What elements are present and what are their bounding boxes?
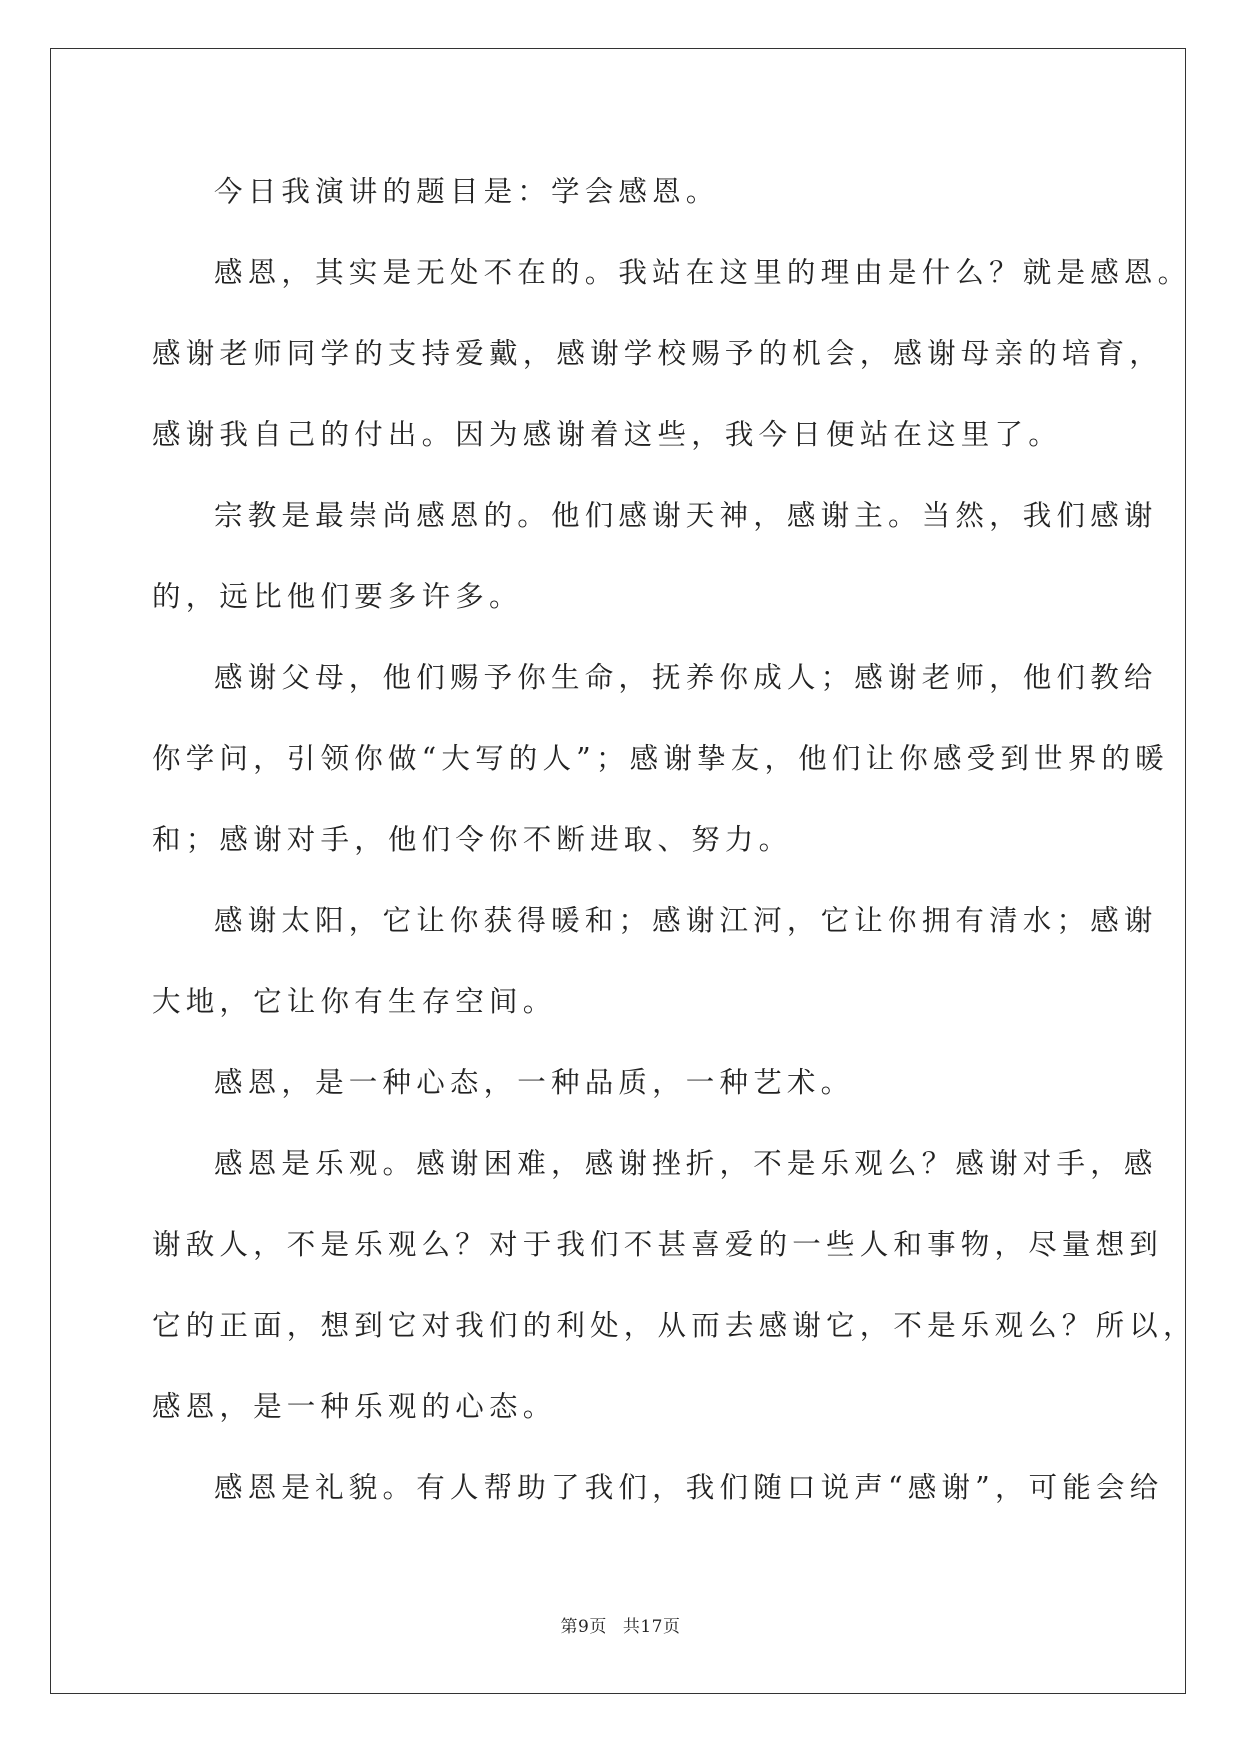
paragraph-line: 谢敌人，不是乐观么？对于我们不甚喜爱的一些人和事物，尽量想到	[152, 1228, 1164, 1261]
paragraph-line: 感谢太阳，它让你获得暖和；感谢江河，它让你拥有清水；感谢	[214, 904, 1158, 937]
paragraph-line: 它的正面，想到它对我们的利处，从而去感谢它，不是乐观么？所以，	[152, 1309, 1197, 1342]
page-frame	[50, 48, 1186, 1694]
paragraph-line: 宗教是最崇尚感恩的。他们感谢天神，感谢主。当然，我们感谢	[214, 499, 1158, 532]
paragraph-line: 大地，它让你有生存空间。	[152, 985, 557, 1018]
page-footer	[0, 1612, 1241, 1637]
paragraph-line: 感谢老师同学的支持爱戴，感谢学校赐予的机会，感谢母亲的培育，	[152, 337, 1164, 370]
paragraph-line: 感恩，其实是无处不在的。我站在这里的理由是什么？就是感恩。	[214, 256, 1192, 289]
paragraph-line: 感谢父母，他们赐予你生命，抚养你成人；感谢老师，他们教给	[214, 661, 1158, 694]
paragraph-line: 感恩是礼貌。有人帮助了我们，我们随口说声“感谢”，可能会给	[214, 1471, 1164, 1504]
paragraph-line: 感谢我自己的付出。因为感谢着这些，我今日便站在这里了。	[152, 418, 1062, 451]
paragraph-line: 和；感谢对手，他们令你不断进取、努力。	[152, 823, 793, 856]
page-number-current: 第9页	[560, 1617, 607, 1637]
paragraph-line: 你学问，引领你做“大写的人”；感谢挚友，他们让你感受到世界的暖	[152, 742, 1169, 775]
paragraph-line: 的，远比他们要多许多。	[152, 580, 523, 613]
page-number-total: 共17页	[622, 1617, 681, 1637]
paragraph-line: 感恩，是一种心态，一种品质，一种艺术。	[214, 1066, 855, 1099]
paragraph-line: 今日我演讲的题目是：学会感恩。	[214, 175, 720, 208]
paragraph-line: 感恩是乐观。感谢困难，感谢挫折，不是乐观么？感谢对手，感	[214, 1147, 1158, 1180]
paragraph-line: 感恩，是一种乐观的心态。	[152, 1390, 557, 1423]
